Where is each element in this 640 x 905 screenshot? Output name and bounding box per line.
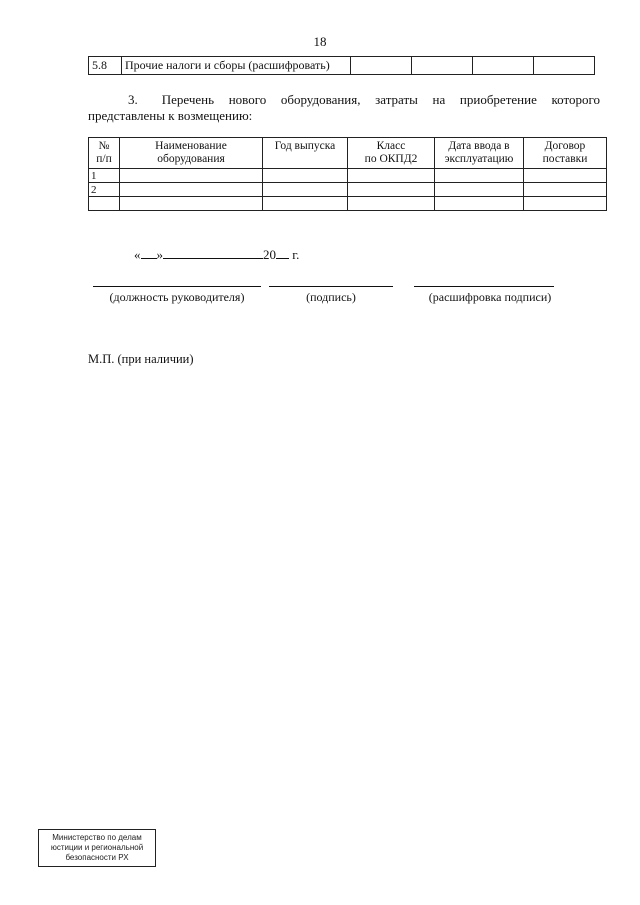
seal-place-label: М.П. (при наличии) <box>88 352 194 366</box>
decoding-caption: (расшифровка подписи) <box>428 290 552 304</box>
table-cell <box>120 169 263 183</box>
table-row <box>89 169 607 183</box>
table-cell <box>263 197 348 211</box>
date-line <box>134 246 299 263</box>
table-cell <box>524 197 607 211</box>
table-cell <box>348 169 435 183</box>
table-cell <box>263 183 348 197</box>
table-cell: 1 <box>89 169 120 183</box>
registration-stamp <box>38 829 156 867</box>
table-cell <box>348 183 435 197</box>
position-line <box>93 286 261 287</box>
table-cell <box>435 197 524 211</box>
value-cell <box>351 57 412 75</box>
position-caption: (должность руководителя) <box>109 290 245 304</box>
stamp-line: юстиции и региональной <box>50 843 144 852</box>
section-title-line2: представлены к возмещению: <box>88 108 253 123</box>
stamp-line: Министерство по делам <box>52 833 142 842</box>
header-date: Дата ввода в эксплуатацию <box>435 138 524 169</box>
close-quote: » <box>156 247 163 262</box>
open-quote: « <box>134 247 141 262</box>
header-number: № п/п <box>89 138 120 169</box>
month-blank <box>163 246 263 259</box>
table-cell <box>89 197 120 211</box>
row-label: Прочие налоги и сборы (расшифровать) <box>122 57 351 75</box>
year-blank <box>276 246 289 259</box>
section-title-line1: Перечень нового оборудования, затраты на приобретение которого <box>161 92 600 107</box>
equipment-table <box>88 137 607 211</box>
year-suffix: г. <box>292 247 300 262</box>
table-cell <box>435 183 524 197</box>
table-cell <box>120 197 263 211</box>
table-cell <box>524 183 607 197</box>
table-cell: 2 <box>89 183 120 197</box>
year-prefix: 20 <box>263 247 276 262</box>
decoding-line <box>414 286 554 287</box>
signature-caption: (подпись) <box>306 290 356 304</box>
table-cell <box>524 169 607 183</box>
row-number: 5.8 <box>89 57 122 75</box>
header-class: Класс по ОКПД2 <box>348 138 435 169</box>
header-contract: Договор поставки <box>524 138 607 169</box>
table-row <box>89 183 607 197</box>
table-row <box>89 57 595 75</box>
table-cell <box>120 183 263 197</box>
signature-line <box>269 286 393 287</box>
taxes-row-table <box>88 56 595 75</box>
header-name: Наименование оборудования <box>120 138 263 169</box>
value-cell <box>473 57 534 75</box>
table-header-row <box>89 138 607 169</box>
value-cell <box>412 57 473 75</box>
table-cell <box>263 169 348 183</box>
header-year: Год выпуска <box>263 138 348 169</box>
table-cell <box>435 169 524 183</box>
section-number: 3. <box>128 92 138 107</box>
stamp-line: безопасности РХ <box>65 853 129 862</box>
table-row <box>89 197 607 211</box>
day-blank <box>141 246 157 259</box>
value-cell <box>534 57 595 75</box>
section-3-heading <box>88 92 600 124</box>
page-number: 18 <box>313 34 327 49</box>
table-cell <box>348 197 435 211</box>
